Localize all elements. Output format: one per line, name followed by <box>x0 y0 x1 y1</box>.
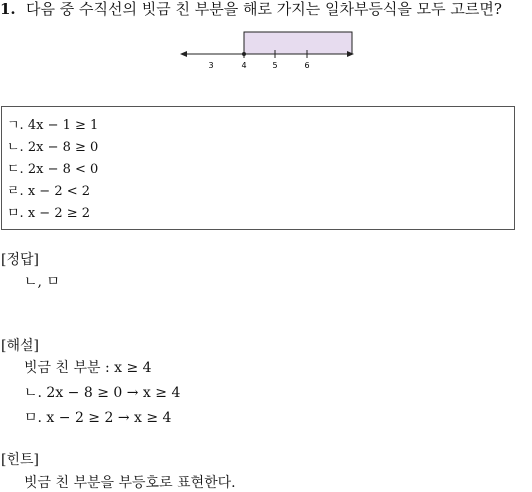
tick-label-3: 3 <box>208 61 214 70</box>
option-expression: 2x − 8 ≥ 0 <box>27 140 99 155</box>
tick-label-4: 4 <box>241 61 247 70</box>
option-label: ㄴ. <box>7 140 24 155</box>
option-expression: 2x − 8 < 0 <box>27 162 99 177</box>
question-number: 1. <box>0 0 16 18</box>
option-label: ㄷ. <box>7 162 24 177</box>
explanation-line-3: ㅁ. x − 2 ≥ 2 → x ≥ 4 <box>24 410 172 426</box>
option-1 <box>7 118 98 134</box>
option-label: ㅁ. <box>7 206 24 221</box>
option-2 <box>7 140 98 156</box>
explanation-title: [해설] <box>1 338 39 354</box>
option-3 <box>7 162 98 178</box>
hint-title: [힌트] <box>1 452 39 468</box>
arrow-left-icon <box>180 51 187 57</box>
shaded-region <box>244 32 352 54</box>
options-box <box>1 106 515 230</box>
option-5 <box>7 206 90 222</box>
question-text: 다음 중 수직선의 빗금 친 부분을 해로 가지는 일차부등식을 모두 고르면? <box>26 0 502 18</box>
option-label: ㄹ. <box>7 184 24 199</box>
hint-text: 빗금 친 부분을 부등호로 표현한다. <box>24 475 236 491</box>
option-label: ㄱ. <box>7 118 24 133</box>
explanation-line-1: 빗금 친 부분 : x ≥ 4 <box>24 360 152 376</box>
option-expression: x − 2 < 2 <box>27 184 91 199</box>
closed-endpoint <box>242 52 246 56</box>
option-expression: 4x − 1 ≥ 1 <box>27 118 99 133</box>
tick-label-5: 5 <box>272 61 278 70</box>
tick-label-6: 6 <box>304 61 310 70</box>
answer-title: [정답] <box>1 252 39 268</box>
option-4 <box>7 184 90 200</box>
answer-text: ㄴ, ㅁ <box>24 274 60 290</box>
explanation-line-2: ㄴ. 2x − 8 ≥ 0 → x ≥ 4 <box>24 385 181 401</box>
number-line <box>178 28 358 72</box>
option-expression: x − 2 ≥ 2 <box>27 206 91 221</box>
